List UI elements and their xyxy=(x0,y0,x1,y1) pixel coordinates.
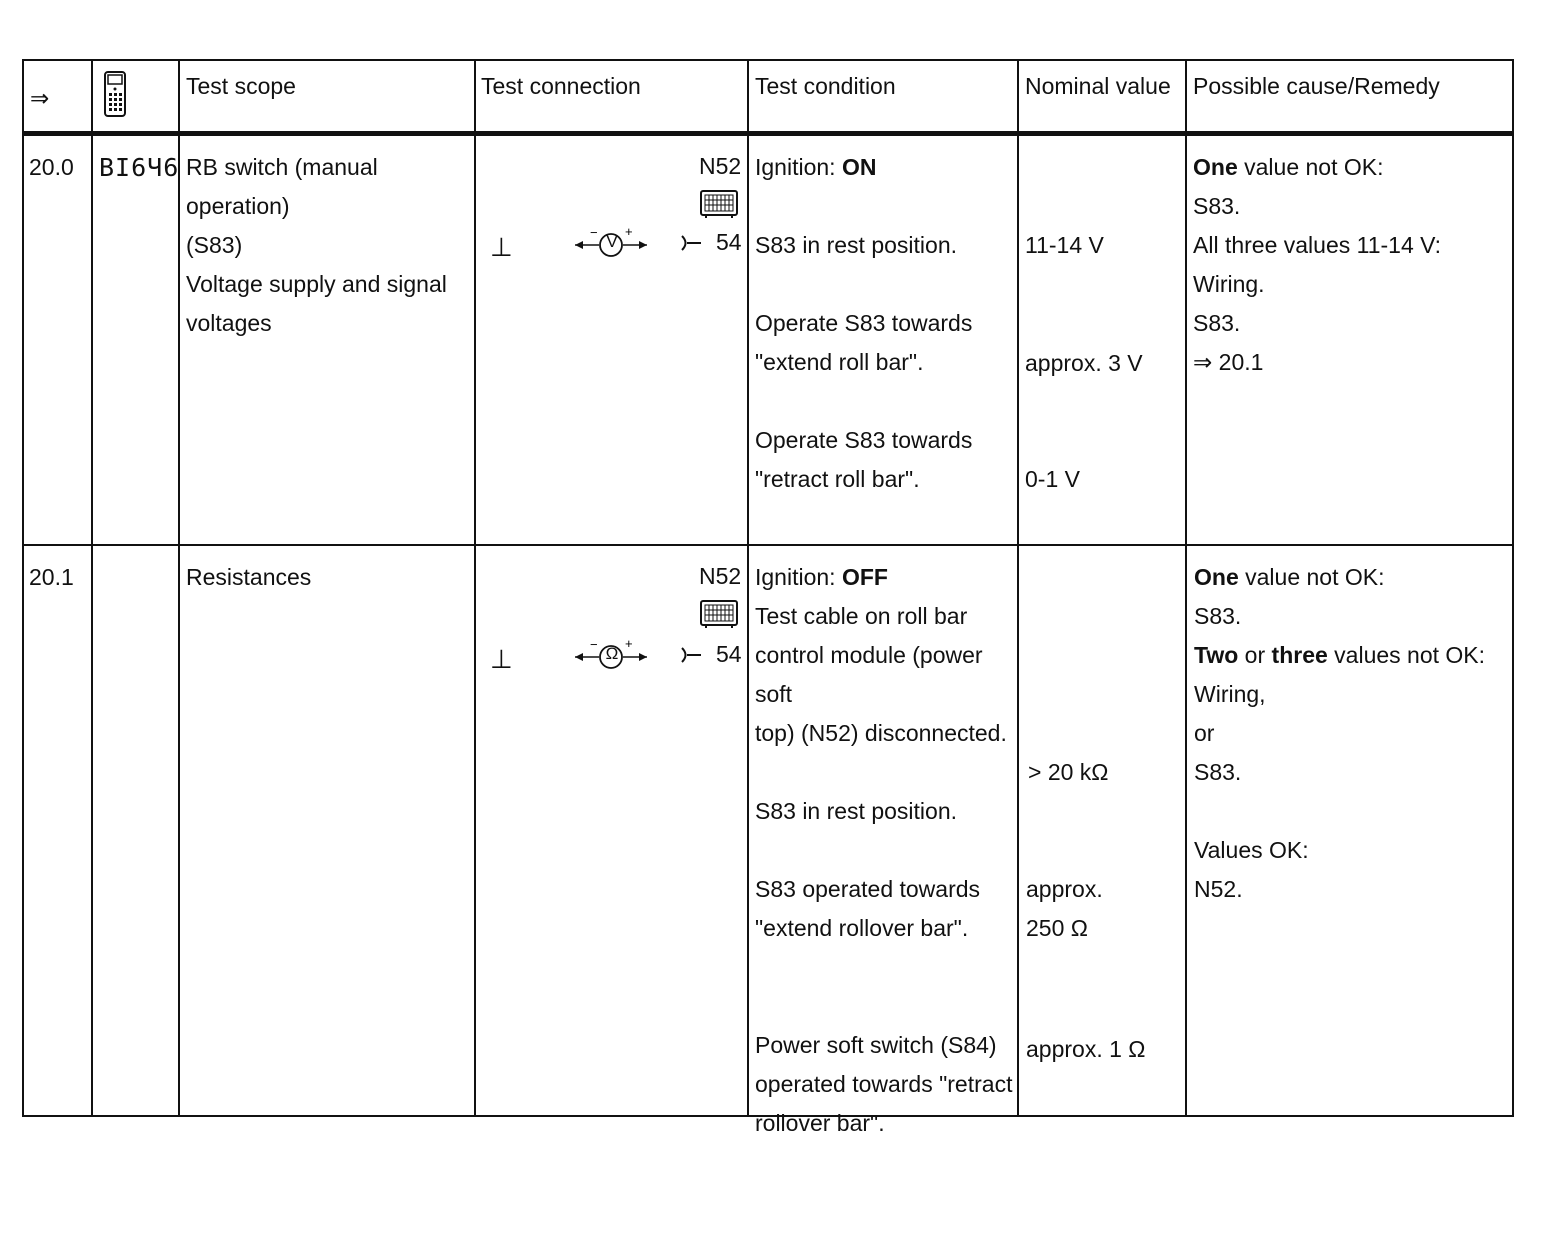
pin-number: 54 xyxy=(716,229,742,255)
test-scope: Resistances xyxy=(186,564,312,590)
column-divider xyxy=(178,61,180,1115)
svg-text:+: + xyxy=(625,224,633,239)
header-test-condition: Test condition xyxy=(755,73,896,99)
header-possible-cause: Possible cause/Remedy xyxy=(1193,73,1440,99)
svg-text:−: − xyxy=(590,637,598,652)
meter-symbol: V xyxy=(606,232,618,251)
column-divider xyxy=(1017,61,1019,1115)
nominal-value: 0-1 V xyxy=(1025,466,1080,492)
column-divider xyxy=(474,61,476,1115)
module-label: N52 xyxy=(699,563,742,589)
pin-plug-icon xyxy=(679,644,703,671)
nominal-value: approx. 1 Ω xyxy=(1026,1036,1146,1062)
nominal-value: > 20 kΩ xyxy=(1028,759,1109,785)
ground-symbol: ⊥ xyxy=(490,644,513,674)
ground-symbol: ⊥ xyxy=(490,232,513,262)
header-nominal-value: Nominal value xyxy=(1025,73,1171,99)
header-arrow: ⇒ xyxy=(30,85,50,111)
svg-text:+: + xyxy=(625,636,633,651)
test-condition: Ignition: ON S83 in rest position. Operate S83 towards "extend roll bar". Operate S83 towards "retract roll bar". xyxy=(755,154,973,492)
tester-code: BI6Ч6 xyxy=(99,153,180,182)
step-number: 20.0 xyxy=(29,154,74,180)
possible-cause: One value not OK: S83. Two or three values not OK: Wiring, or S83. Values OK: N52. xyxy=(1194,564,1486,902)
module-label: N52 xyxy=(699,153,742,179)
meter-symbol: Ω xyxy=(605,644,619,663)
column-divider xyxy=(91,61,93,1115)
svg-text:−: − xyxy=(590,225,598,240)
test-scope: RB switch (manual operation) (S83) Voltage supply and signal voltages xyxy=(186,154,447,336)
nominal-value: approx. 3 V xyxy=(1025,350,1143,376)
possible-cause: One value not OK: S83. All three values 11-14 V: Wiring. S83. ⇒ 20.1 xyxy=(1193,154,1442,375)
tester-device-icon xyxy=(104,71,126,124)
row-divider xyxy=(24,544,1512,546)
header-test-scope: Test scope xyxy=(186,73,296,99)
step-number: 20.1 xyxy=(29,564,74,590)
nominal-value: 11-14 V xyxy=(1025,232,1104,258)
column-divider xyxy=(747,61,749,1115)
header-divider xyxy=(24,131,1512,136)
connector-icon xyxy=(700,190,738,224)
nominal-value: approx. 250 Ω xyxy=(1026,876,1103,941)
connector-icon xyxy=(700,600,738,634)
test-condition: Ignition: OFF Test cable on roll bar control module (power soft top) (N52) disconnected. S83 in rest position. S83 operated towards "extend rollover bar". Power soft switch (S84) operated towards "retract rollover bar". xyxy=(755,564,1013,1136)
test-table xyxy=(22,59,1514,1136)
column-divider xyxy=(1185,61,1187,1115)
pin-number: 54 xyxy=(716,641,742,667)
header-test-connection: Test connection xyxy=(481,73,641,99)
pin-plug-icon xyxy=(679,232,703,259)
